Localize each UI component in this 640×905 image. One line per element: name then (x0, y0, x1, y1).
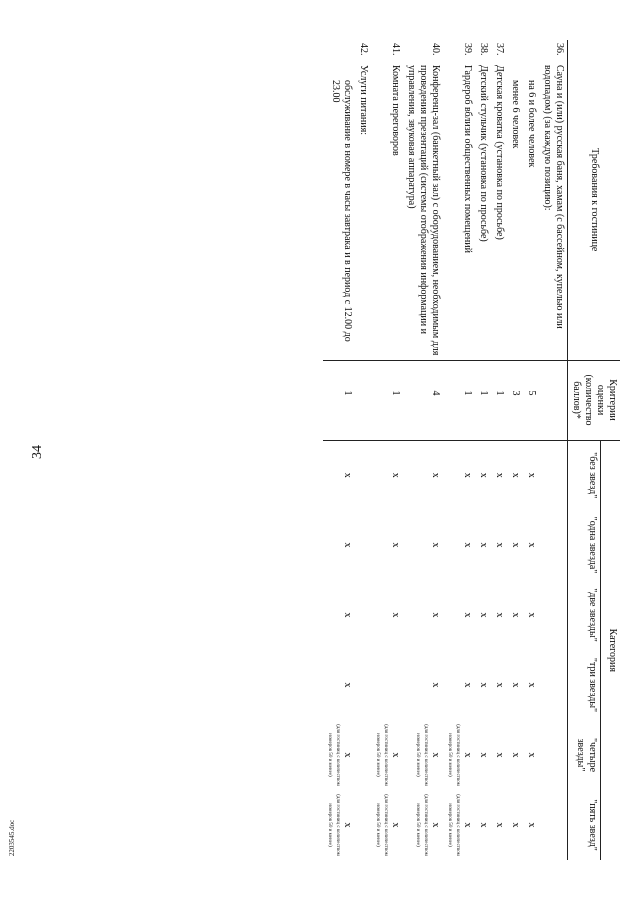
mark-x: x (390, 752, 401, 758)
criteria-points: 1 (475, 360, 491, 440)
category-mark (355, 650, 371, 720)
criteria-points: 1 (371, 360, 403, 440)
category-mark (507, 650, 523, 720)
category-mark (323, 510, 355, 580)
mark-x: x (478, 822, 489, 828)
mark-x: x (478, 612, 489, 618)
requirement-text: Сауна и (или) русская баня, хамам (с бассейном, купелью или водопадом) (за каждую позицию): (539, 62, 568, 360)
row-number: 40. (430, 43, 441, 56)
mark-x: x (510, 822, 521, 828)
category-mark (539, 440, 568, 510)
star-header-0: "без звезд" (568, 440, 601, 510)
category-note: (для гостиниц с количеством номеров 50 и менее) (327, 724, 340, 786)
table-row (523, 40, 539, 860)
category-mark (371, 720, 403, 790)
requirement-text: Гардероб вблизи общественных помещений (443, 62, 475, 360)
category-mark (403, 510, 443, 580)
mark-x: x (462, 752, 473, 758)
category-mark (323, 440, 355, 510)
category-mark (491, 440, 507, 510)
criteria-points: 3 (507, 360, 523, 440)
mark-x: x (494, 822, 505, 828)
requirement-text: Конференц-зал (банкетный зал) с оборудованием, необходимым для проведения презентаций (системы отображения информации и управления, звуковая аппаратура) (403, 62, 443, 360)
mark-x: x (430, 752, 441, 758)
category-mark (355, 510, 371, 580)
category-mark (371, 440, 403, 510)
category-mark (491, 790, 507, 860)
criteria-header: Критерии оценки (количество баллов)* (568, 360, 621, 440)
mark-x: x (478, 542, 489, 548)
mark-x: x (430, 822, 441, 828)
mark-x: x (526, 472, 537, 478)
category-mark (355, 790, 371, 860)
category-mark (403, 720, 443, 790)
mark-x: x (390, 612, 401, 618)
mark-x: x (342, 822, 353, 828)
category-mark (507, 790, 523, 860)
mark-x: x (526, 682, 537, 688)
star-header-4: "четыре звезды" (568, 720, 601, 790)
category-mark (475, 510, 491, 580)
mark-x: x (526, 752, 537, 758)
mark-x: x (342, 612, 353, 618)
table-row (355, 40, 371, 860)
category-mark (507, 440, 523, 510)
requirement-text: Детский стульчик (установка по просьбе) (475, 62, 491, 360)
row-number: 37. (494, 43, 505, 56)
mark-x: x (494, 472, 505, 478)
star-header-5: "пять звезд" (568, 790, 601, 860)
mark-x: x (494, 542, 505, 548)
mark-x: x (430, 612, 441, 618)
category-note: (для гостиниц с количеством номеров 50 и менее) (415, 794, 428, 856)
row-number (507, 40, 523, 62)
mark-x: x (510, 472, 521, 478)
category-mark (323, 650, 355, 720)
requirement-text: Комната переговоров (371, 62, 403, 360)
category-note: (для гостиниц с количеством номеров 50 и менее) (415, 724, 428, 786)
category-mark (371, 790, 403, 860)
row-number (323, 40, 355, 62)
category-mark (523, 440, 539, 510)
mark-x: x (494, 682, 505, 688)
category-mark (475, 580, 491, 650)
table-row (323, 40, 355, 860)
mark-x: x (390, 542, 401, 548)
category-mark (523, 650, 539, 720)
category-note: (для гостиниц с количеством номеров 50 и менее) (375, 794, 388, 856)
category-mark (539, 650, 568, 720)
category-note: (для гостиниц с количеством номеров 50 и менее) (375, 724, 388, 786)
mark-x: x (494, 612, 505, 618)
category-mark (523, 510, 539, 580)
category-mark (539, 720, 568, 790)
mark-x: x (494, 752, 505, 758)
mark-x: x (390, 822, 401, 828)
mark-x: x (342, 472, 353, 478)
category-note: (для гостиниц с количеством номеров 50 и менее) (327, 794, 340, 856)
category-mark (403, 650, 443, 720)
hotel-requirements-table (323, 40, 620, 860)
star-header-2: "две звезды" (568, 580, 601, 650)
category-mark (539, 790, 568, 860)
requirements-header: Требования к гостинице (568, 40, 621, 360)
category-mark (523, 580, 539, 650)
mark-x: x (510, 612, 521, 618)
mark-x: x (342, 542, 353, 548)
category-mark (355, 440, 371, 510)
requirement-text: обслуживание в номере в часы завтрака и в период с 12.00 до 23.00 (323, 62, 355, 360)
mark-x: x (462, 612, 473, 618)
mark-x: x (462, 822, 473, 828)
category-note: (для гостиниц с количеством номеров 50 и менее) (447, 724, 460, 786)
criteria-points: 5 (523, 360, 539, 440)
table-row (443, 40, 475, 860)
category-mark (355, 580, 371, 650)
mark-x: x (342, 752, 353, 758)
mark-x: x (510, 752, 521, 758)
table-row (491, 40, 507, 860)
category-note: (для гостиниц с количеством номеров 50 и менее) (447, 794, 460, 856)
category-mark (323, 720, 355, 790)
category-mark (403, 790, 443, 860)
mark-x: x (390, 472, 401, 478)
requirement-text: Услуги питания: (355, 62, 371, 360)
page-number: 34 (30, 445, 45, 459)
category-mark (403, 580, 443, 650)
table-row (403, 40, 443, 860)
category-mark (523, 790, 539, 860)
category-mark (443, 790, 475, 860)
requirement-text: менее 6 человек (507, 62, 523, 360)
mark-x: x (478, 682, 489, 688)
category-mark (491, 720, 507, 790)
category-mark (355, 720, 371, 790)
category-mark (523, 720, 539, 790)
category-mark (443, 720, 475, 790)
requirement-text: Детская кроватка (установка по просьбе) (491, 62, 507, 360)
row-number: 39. (462, 43, 473, 56)
category-mark (507, 580, 523, 650)
star-header-1: "одна звезда" (568, 510, 601, 580)
rotated-table-container (50, 40, 620, 860)
category-mark (443, 440, 475, 510)
row-number: 41. (390, 43, 401, 56)
category-mark (443, 510, 475, 580)
category-mark (475, 440, 491, 510)
table-body (323, 40, 568, 860)
mark-x: x (430, 542, 441, 548)
category-mark (475, 650, 491, 720)
mark-x: x (462, 472, 473, 478)
mark-x: x (526, 542, 537, 548)
table-row (371, 40, 403, 860)
category-mark (443, 580, 475, 650)
mark-x: x (478, 472, 489, 478)
category-mark (491, 510, 507, 580)
row-number: 36. (554, 43, 565, 56)
row-number (523, 40, 539, 62)
mark-x: x (510, 542, 521, 548)
mark-x: x (462, 542, 473, 548)
category-mark (371, 650, 403, 720)
criteria-points: 1 (443, 360, 475, 440)
mark-x: x (430, 682, 441, 688)
category-mark (443, 650, 475, 720)
category-mark (539, 580, 568, 650)
row-number: 42. (358, 43, 369, 56)
table-row (507, 40, 523, 860)
mark-x: x (430, 472, 441, 478)
category-mark (507, 720, 523, 790)
mark-x: x (462, 682, 473, 688)
category-mark (475, 720, 491, 790)
table-row (475, 40, 491, 860)
category-mark (323, 580, 355, 650)
criteria-points: 1 (491, 360, 507, 440)
category-mark (403, 440, 443, 510)
mark-x: x (342, 682, 353, 688)
category-mark (539, 510, 568, 580)
mark-x: x (526, 612, 537, 618)
mark-x: x (478, 752, 489, 758)
criteria-points (539, 360, 568, 440)
requirement-text: на 6 и более человек (523, 62, 539, 360)
footer-filename: 2203545.doc (8, 819, 16, 857)
category-mark (507, 510, 523, 580)
category-header: Категория (601, 440, 620, 860)
criteria-points (355, 360, 371, 440)
criteria-points: 4 (403, 360, 443, 440)
star-header-3: "три звезды" (568, 650, 601, 720)
mark-x: x (526, 822, 537, 828)
mark-x: x (510, 682, 521, 688)
row-number: 38. (478, 43, 489, 56)
table-row (539, 40, 568, 860)
category-mark (491, 650, 507, 720)
category-mark (491, 580, 507, 650)
criteria-points: 1 (323, 360, 355, 440)
category-mark (475, 790, 491, 860)
category-mark (323, 790, 355, 860)
category-mark (371, 510, 403, 580)
category-mark (371, 580, 403, 650)
